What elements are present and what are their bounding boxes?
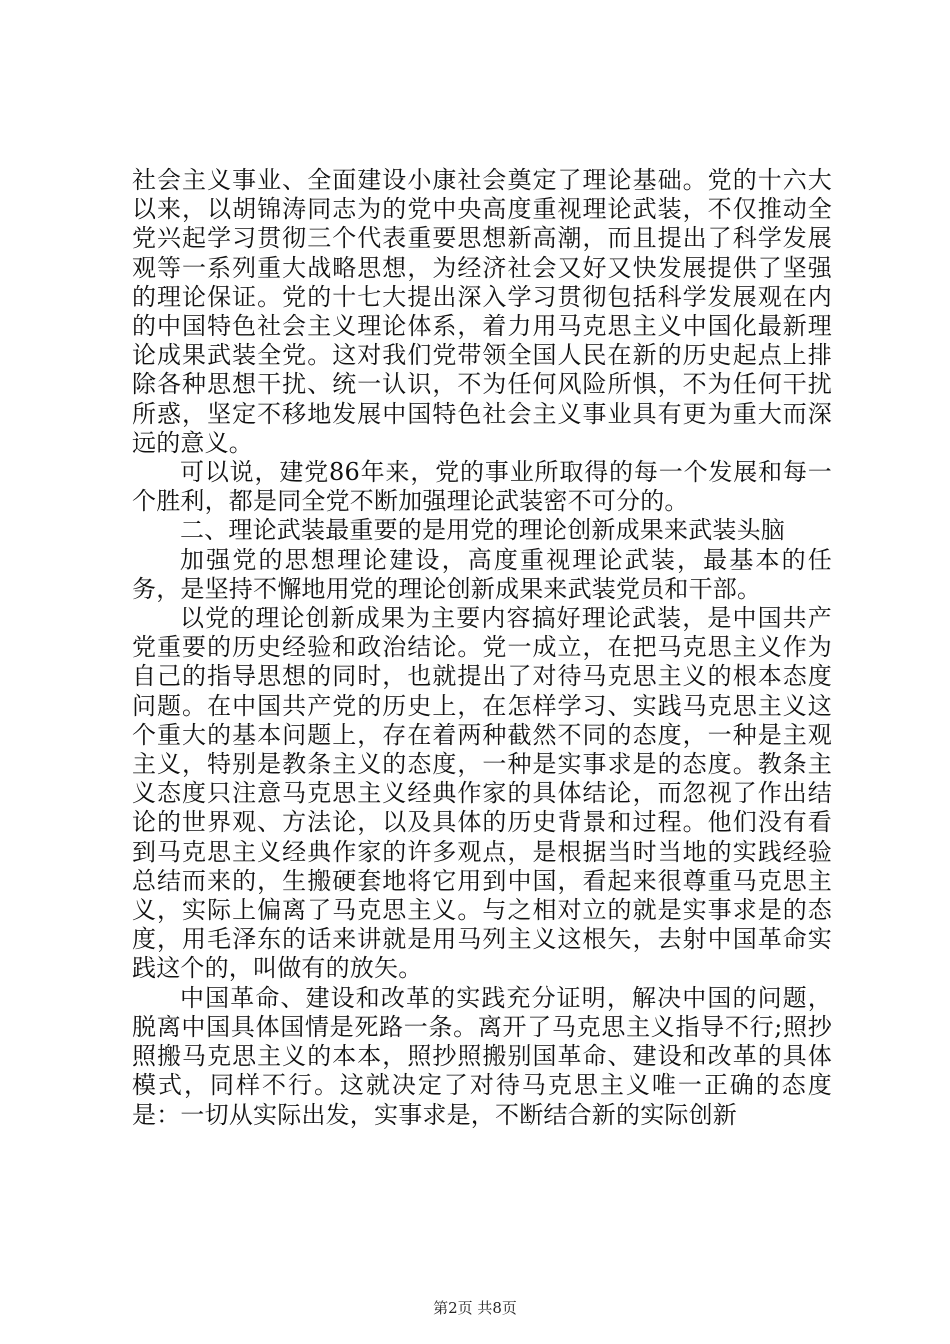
- page-footer: 第2页 共8页: [433, 1299, 517, 1317]
- paragraph-3: 加强党的思想理论建设，高度重视理论武装，最基本的任务，是坚持不懈地用党的理论创新成果来武装党员和干部。: [132, 545, 832, 603]
- paragraph-4: 以党的理论创新成果为主要内容搞好理论武装，是中国共产党重要的历史经验和政治结论。党一成立，在把马克思主义作为自己的指导思想的同时，也就提出了对待马克思主义的根本态度问题。在中国共产党的历史上，在怎样学习、实践马克思主义这个重大的基本问题上，存在着两种截然不同的态度，一种是主观主义，特别是教条主义的态度，一种是实事求是的态度。教条主义态度只注意马克思主义经典作家的具体结论，而忽视了作出结论的世界观、方法论，以及具体的历史背景和过程。他们没有看到马克思主义经典作家的许多观点，是根据当时当地的实践经验总结而来的，生搬硬套地将它用到中国，看起来很尊重马克思主义，实际上偏离了马克思主义。与之相对立的就是实事求是的态度，用毛泽东的话来讲就是用马列主义这根矢，去射中国革命实践这个的，叫做有的放矢。: [132, 604, 832, 983]
- paragraph-2: 可以说，建党86年来，党的事业所取得的每一个发展和每一个胜利，都是同全党不断加强理论武装密不可分的。: [132, 458, 832, 516]
- paragraph-5: 中国革命、建设和改革的实践充分证明，解决中国的问题，脱离中国具体国情是死路一条。离开了马克思主义指导不行;照抄照搬马克思主义的本本，照抄照搬别国革命、建设和改革的具体模式，同样不行。这就决定了对待马克思主义唯一正确的态度是：一切从实际出发，实事求是，不断结合新的实际创新: [132, 983, 832, 1129]
- paragraph-1: 社会主义事业、全面建设小康社会奠定了理论基础。党的十六大以来，以胡锦涛同志为的党中央高度重视理论武装，不仅推动全党兴起学习贯彻三个代表重要思想新高潮，而且提出了科学发展观等一系列重大战略思想，为经济社会又好又快发展提供了坚强的理论保证。党的十七大提出深入学习贯彻包括科学发展观在内的中国特色社会主义理论体系，着力用马克思主义中国化最新理论成果武装全党。这对我们党带领全国人民在新的历史起点上排除各种思想干扰、统一认识，不为任何风险所惧，不为任何干扰所惑，坚定不移地发展中国特色社会主义事业具有更为重大而深远的意义。: [132, 166, 832, 457]
- document-body: [132, 166, 832, 1130]
- section-heading: 二、理论武装最重要的是用党的理论创新成果来武装头脑: [180, 516, 785, 545]
